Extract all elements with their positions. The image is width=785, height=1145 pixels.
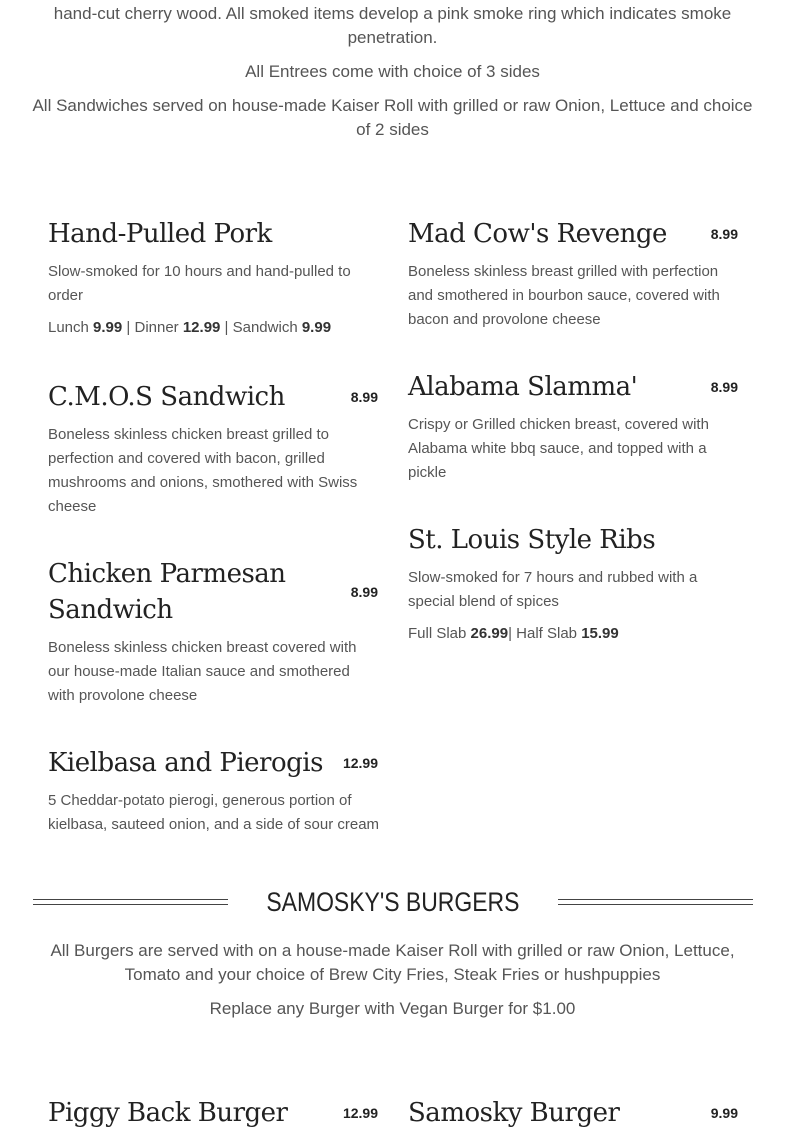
price-label: | Dinner	[122, 319, 183, 336]
intro-entrees-text: All Entrees come with choice of 3 sides	[245, 62, 540, 81]
price-value: 26.99	[470, 625, 509, 642]
menu-item	[408, 1095, 740, 1131]
item-description: Boneless skinless chicken breast grilled to perfection and covered with bacon, grilled mushrooms and onions, smothered with Swiss cheese	[48, 426, 358, 515]
item-description: Slow-smoked for 10 hours and hand-pulled to order	[48, 263, 351, 304]
item-name: Hand-Pulled Pork	[48, 219, 272, 249]
item-description: Crispy or Grilled chicken breast, covered with Alabama white bbq sauce, and topped with a pickle	[408, 416, 709, 481]
price-label: Lunch	[48, 319, 94, 336]
item-name: Mad Cow's Revenge	[408, 219, 667, 249]
item-description: Boneless skinless chicken breast covered with our house-made Italian sauce and smothered with provolone cheese	[48, 639, 357, 704]
menu-item	[408, 522, 740, 646]
item-price-options	[48, 316, 380, 340]
price-value: 12.99	[182, 319, 221, 336]
item-price: 8.99	[350, 584, 378, 600]
price-label: | Sandwich	[220, 319, 302, 336]
item-name: St. Louis Style Ribs	[408, 525, 656, 555]
section-divider	[33, 899, 228, 905]
item-price: 9.99	[710, 1105, 738, 1121]
menu-item	[48, 1095, 380, 1131]
item-price: 8.99	[710, 226, 738, 242]
menu-item	[408, 216, 740, 332]
menu-item	[408, 369, 740, 485]
item-name: Chicken Parmesan Sandwich	[48, 559, 286, 625]
menu-item	[48, 745, 380, 837]
intro-smoke-text: hand-cut cherry wood. All smoked items develop a pink smoke ring which indicates smoke penetration.	[53, 4, 732, 47]
item-name: Alabama Slamma'	[408, 372, 638, 402]
item-price: 12.99	[342, 755, 378, 771]
section-title: SAMOSKY'S BURGERS	[266, 886, 520, 917]
price-value: 9.99	[301, 319, 332, 336]
item-name: Samosky Burger	[408, 1098, 620, 1128]
section-divider	[558, 899, 753, 905]
item-price: 12.99	[342, 1105, 378, 1121]
item-price-options	[408, 622, 740, 646]
intro-sandwich-text: All Sandwiches served on house-made Kaiser Roll with grilled or raw Onion, Lettuce and choice of 2 sides	[32, 96, 753, 139]
item-price: 8.99	[710, 379, 738, 395]
price-value: 15.99	[581, 625, 619, 642]
menu-item	[48, 216, 380, 340]
item-price: 8.99	[350, 389, 378, 405]
item-name: Kielbasa and Pierogis	[48, 748, 323, 778]
burgers-section-header	[33, 880, 753, 924]
menu-item	[48, 379, 380, 519]
price-label: | Half Slab	[508, 625, 582, 642]
burgers-note: All Burgers are served with on a house-made Kaiser Roll with grilled or raw Onion, Lettuce, Tomato and your choice of Brew City Fries, Steak Fries or hushpuppies	[50, 941, 735, 984]
item-name: C.M.O.S Sandwich	[48, 382, 285, 412]
item-description: Boneless skinless breast grilled with perfection and smothered in bourbon sauce, covered with bacon and provolone cheese	[408, 263, 720, 328]
item-description: 5 Cheddar-potato pierogi, generous portion of kielbasa, sauteed onion, and a side of sour cream	[48, 792, 380, 833]
menu-item	[48, 556, 380, 708]
item-name: Piggy Back Burger	[48, 1098, 288, 1128]
item-description: Slow-smoked for 7 hours and rubbed with a special blend of spices	[408, 569, 698, 610]
price-value: 9.99	[93, 319, 123, 336]
burgers-vegan-note: Replace any Burger with Vegan Burger for $1.00	[209, 999, 576, 1018]
price-label: Full Slab	[408, 625, 471, 642]
